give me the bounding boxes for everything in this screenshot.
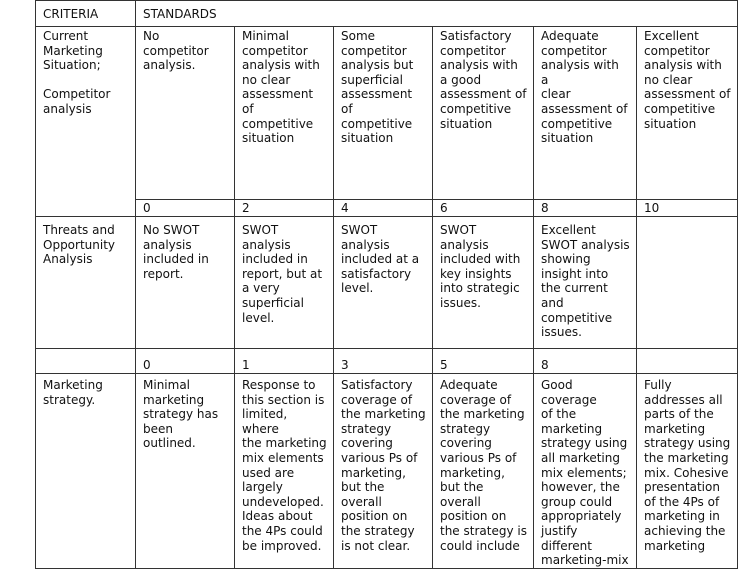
standard-cell: SWOT analysis included at a satisfactory level. bbox=[334, 217, 433, 349]
score-cell: 4 bbox=[334, 200, 433, 217]
score-cell: 8 bbox=[534, 200, 637, 217]
standard-cell: SWOT analysis included in report, but at a very superficial level. bbox=[235, 217, 334, 349]
standard-cell: Adequate competitor analysis with a clear assessment of competitive situation bbox=[534, 27, 637, 200]
standard-cell: Minimal competitor analysis with no clear assessment of competitive situation bbox=[235, 27, 334, 200]
standard-cell: No competitor analysis. bbox=[136, 27, 235, 200]
standard-cell bbox=[637, 217, 738, 349]
score-row-blank bbox=[36, 349, 136, 374]
rubric-table bbox=[35, 0, 738, 569]
score-cell: 6 bbox=[433, 200, 534, 217]
criterion-cell: Marketing strategy. bbox=[36, 374, 136, 569]
criterion-cell: Threats and Opportunity Analysis bbox=[36, 217, 136, 349]
standard-cell: SWOT analysis included with key insights into strategic issues. bbox=[433, 217, 534, 349]
score-cell: 1 bbox=[235, 349, 334, 374]
standard-cell: Fully addresses all parts of the marketing strategy using the marketing mix. Cohesive presentation of the 4Ps of marketing in achieving the marketing bbox=[637, 374, 738, 569]
standard-cell: Satisfactory competitor analysis with a good assessment of competitive situation bbox=[433, 27, 534, 200]
standard-cell: Adequate coverage of the marketing strategy covering various Ps of marketing, but the overall position on the strategy is could include bbox=[433, 374, 534, 569]
score-cell bbox=[637, 349, 738, 374]
table-row bbox=[36, 374, 738, 569]
table-row bbox=[36, 217, 738, 349]
score-row bbox=[36, 349, 738, 374]
header-row bbox=[36, 1, 738, 27]
score-cell: 2 bbox=[235, 200, 334, 217]
score-cell: 5 bbox=[433, 349, 534, 374]
standards-header: STANDARDS bbox=[136, 1, 738, 27]
score-row bbox=[36, 200, 738, 217]
score-cell: 0 bbox=[136, 200, 235, 217]
score-cell: 8 bbox=[534, 349, 637, 374]
standard-cell: Minimal marketing strategy has been outlined. bbox=[136, 374, 235, 569]
standard-cell: No SWOT analysis included in report. bbox=[136, 217, 235, 349]
standard-cell: Satisfactory coverage of the marketing strategy covering various Ps of marketing, but the overall position on the strategy is not clear. bbox=[334, 374, 433, 569]
standard-cell: Excellent competitor analysis with no clear assessment of competitive situation bbox=[637, 27, 738, 200]
criterion-cell: Current Marketing Situation; Competitor analysis bbox=[36, 27, 136, 217]
standard-cell: Some competitor analysis but superficial assessment of competitive situation bbox=[334, 27, 433, 200]
criteria-header: CRITERIA bbox=[36, 1, 136, 27]
standard-cell: Excellent SWOT analysis showing insight into the current and competitive issues. bbox=[534, 217, 637, 349]
score-cell: 0 bbox=[136, 349, 235, 374]
standard-cell: Good coverage of the marketing strategy using all marketing mix elements; however, the group could appropriately justify different marketing-mix bbox=[534, 374, 637, 569]
score-cell: 10 bbox=[637, 200, 738, 217]
standard-cell: Response to this section is limited, where the marketing mix elements used are largely undeveloped. Ideas about the 4Ps could be improved. bbox=[235, 374, 334, 569]
score-cell: 3 bbox=[334, 349, 433, 374]
table-row bbox=[36, 27, 738, 200]
